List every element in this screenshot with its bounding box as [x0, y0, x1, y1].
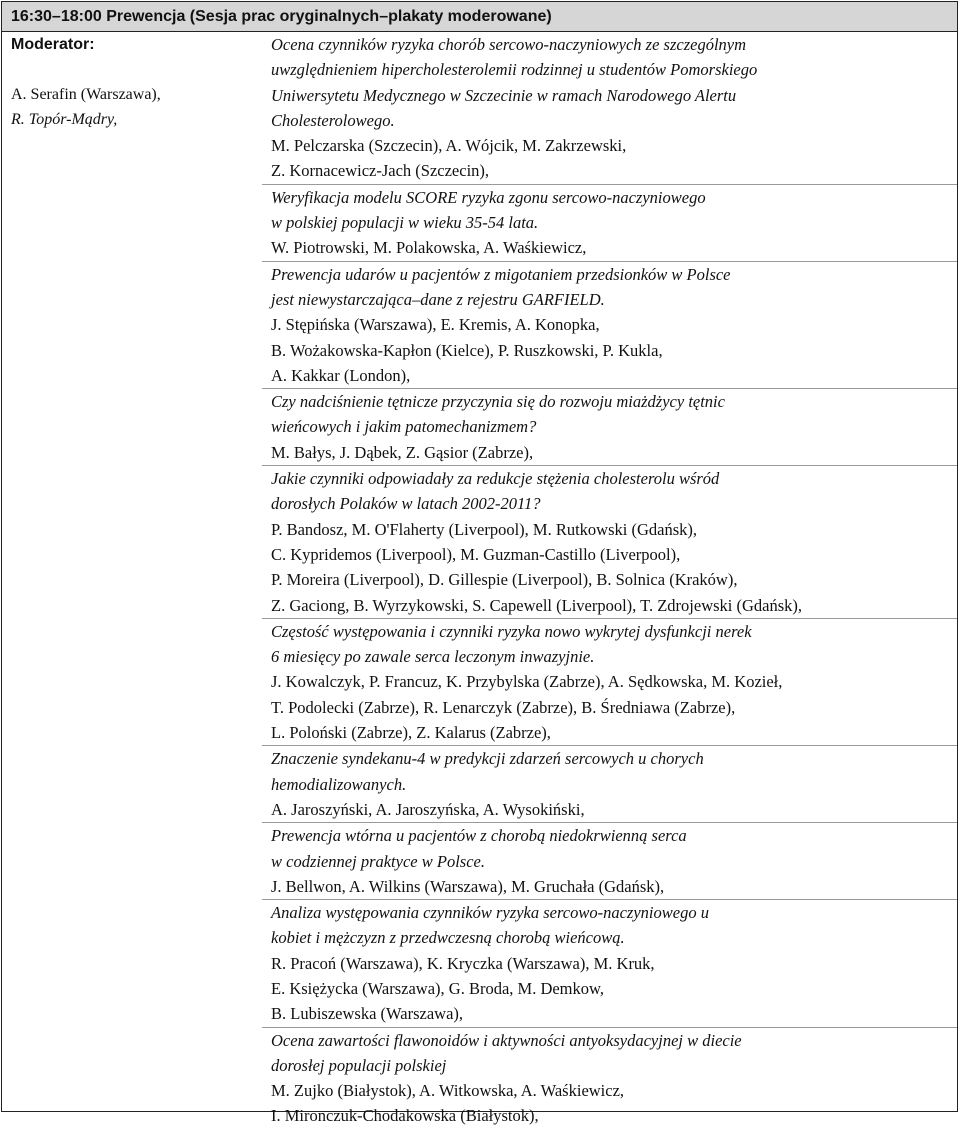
entry-title-line: Ocena czynników ryzyka chorób sercowo-naczyniowych ze szczególnym	[271, 35, 747, 54]
moderator-name: A. Serafin (Warszawa),	[11, 86, 161, 103]
entry-title-line: w codziennej praktyce w Polsce.	[271, 851, 485, 871]
program-entry	[262, 466, 957, 619]
entry-authors-line: J. Kowalczyk, P. Francuz, K. Przybylska (Zabrze), A. Sędkowska, M. Kozieł,	[271, 672, 783, 692]
entry-title-line: Znaczenie syndekanu-4 w predykcji zdarzeń sercowych u chorych	[271, 749, 704, 769]
program-entry	[262, 619, 957, 746]
entry-authors-line: E. Księżycka (Warszawa), G. Broda, M. Demkow,	[271, 978, 604, 998]
entry-title-line: w polskiej populacji w wieku 35-54 lata.	[271, 213, 539, 233]
entries-column	[262, 32, 957, 1126]
entry-title-line: kobiet i mężczyzn z przedwczesną chorobą wieńcową.	[271, 928, 625, 948]
entry-title-line: Czy nadciśnienie tętnicze przyczynia się do rozwoju miażdżycy tętnic	[271, 392, 725, 412]
entry-authors-line: I. Mironczuk-Chodakowska (Białystok),	[271, 1106, 539, 1126]
entry-authors-line: Z. Gaciong, B. Wyrzykowski, S. Capewell (Liverpool), T. Zdrojewski (Gdańsk),	[271, 595, 803, 615]
entry-title-line: Analiza występowania czynników ryzyka sercowo-naczyniowego u	[271, 903, 709, 923]
entry-authors-line: R. Pracoń (Warszawa), K. Kryczka (Warszawa), M. Kruk,	[271, 953, 655, 973]
entry-authors-line: Z. Kornacewicz-Jach (Szczecin),	[271, 161, 490, 181]
program-entry	[262, 900, 957, 1027]
entry-authors-line: L. Poloński (Zabrze), Z. Kalarus (Zabrze),	[271, 723, 551, 743]
entry-title-line: Jakie czynniki odpowiadały za redukcje stężenia cholesterolu wśród	[271, 469, 720, 489]
program-entry	[262, 746, 957, 823]
entry-authors-line: W. Piotrowski, M. Polakowska, A. Waśkiewicz,	[271, 238, 587, 258]
entry-authors-line: M. Zujko (Białystok), A. Witkowska, A. Waśkiewicz,	[271, 1081, 625, 1101]
program-entry	[262, 32, 957, 185]
entry-title-line: wieńcowych i jakim patomechanizmem?	[271, 417, 537, 437]
entry-authors-line: C. Kypridemos (Liverpool), M. Guzman-Castillo (Liverpool),	[271, 544, 681, 564]
program-entry	[262, 1028, 957, 1129]
program-entry	[262, 823, 957, 900]
entry-authors-line: B. Lubiszewska (Warszawa),	[271, 1004, 464, 1024]
moderator-label: Moderator:	[11, 36, 95, 53]
entry-authors-line: J. Stępińska (Warszawa), E. Kremis, A. Konopka,	[271, 315, 600, 335]
entry-title-line: uwzględnieniem hipercholesterolemii rodzinnej u studentów Pomorskiego	[271, 60, 758, 80]
entry-authors-line: B. Wożakowska-Kapłon (Kielce), P. Ruszkowski, P. Kukla,	[271, 340, 663, 360]
entry-title-line: dorosłych Polaków w latach 2002-2011?	[271, 494, 541, 514]
program-entry	[262, 389, 957, 466]
entry-authors-line: A. Kakkar (London),	[271, 365, 411, 385]
entry-title-line: hemodializowanych.	[271, 774, 407, 794]
entry-authors-line: J. Bellwon, A. Wilkins (Warszawa), M. Gruchała (Gdańsk),	[271, 876, 665, 896]
entry-authors-line: P. Bandosz, M. O'Flaherty (Liverpool), M. Rutkowski (Gdańsk),	[271, 519, 697, 539]
entry-title-line: Prewencja wtórna u pacjentów z chorobą niedokrwienną serca	[271, 826, 687, 846]
session-header: 16:30–18:00 Prewencja (Sesja prac oryginalnych–plakaty moderowane)	[2, 2, 957, 32]
entry-title-line: Częstość występowania i czynniki ryzyka nowo wykrytej dysfunkcji nerek	[271, 621, 752, 641]
entry-title-line: dorosłej populacji polskiej	[271, 1055, 447, 1075]
entry-title-line: 6 miesięcy po zawale serca leczonym inwazyjnie.	[271, 647, 595, 667]
entry-title-line: Prewencja udarów u pacjentów z migotaniem przedsionków w Polsce	[271, 264, 731, 284]
entry-title-line: Cholesterolowego.	[271, 110, 395, 130]
entry-authors-line: A. Jaroszyński, A. Jaroszyńska, A. Wysokiński,	[271, 799, 585, 819]
moderator-name: R. Topór-Mądry,	[11, 111, 118, 128]
entry-title-line: Weryfikacja modelu SCORE ryzyka zgonu sercowo-naczyniowego	[271, 187, 706, 207]
entry-authors-line: M. Pelczarska (Szczecin), A. Wójcik, M. Zakrzewski,	[271, 136, 627, 156]
program-entry	[262, 262, 957, 389]
entry-authors-line: M. Bałys, J. Dąbek, Z. Gąsior (Zabrze),	[271, 442, 534, 462]
moderator-column	[2, 32, 262, 1111]
entry-authors-line: T. Podolecki (Zabrze), R. Lenarczyk (Zabrze), B. Średniawa (Zabrze),	[271, 697, 736, 717]
program-entry	[262, 185, 957, 262]
entry-title-line: Ocena zawartości flawonoidów i aktywności antyoksydacyjnej w diecie	[271, 1030, 742, 1050]
entry-title-line: Uniwersytetu Medycznego w Szczecinie w ramach Narodowego Alertu	[271, 85, 737, 105]
entry-authors-line: P. Moreira (Liverpool), D. Gillespie (Liverpool), B. Solnica (Kraków),	[271, 570, 738, 590]
program-table	[1, 1, 958, 1126]
entry-title-line: jest niewystarczająca–dane z rejestru GARFIELD.	[271, 289, 605, 309]
